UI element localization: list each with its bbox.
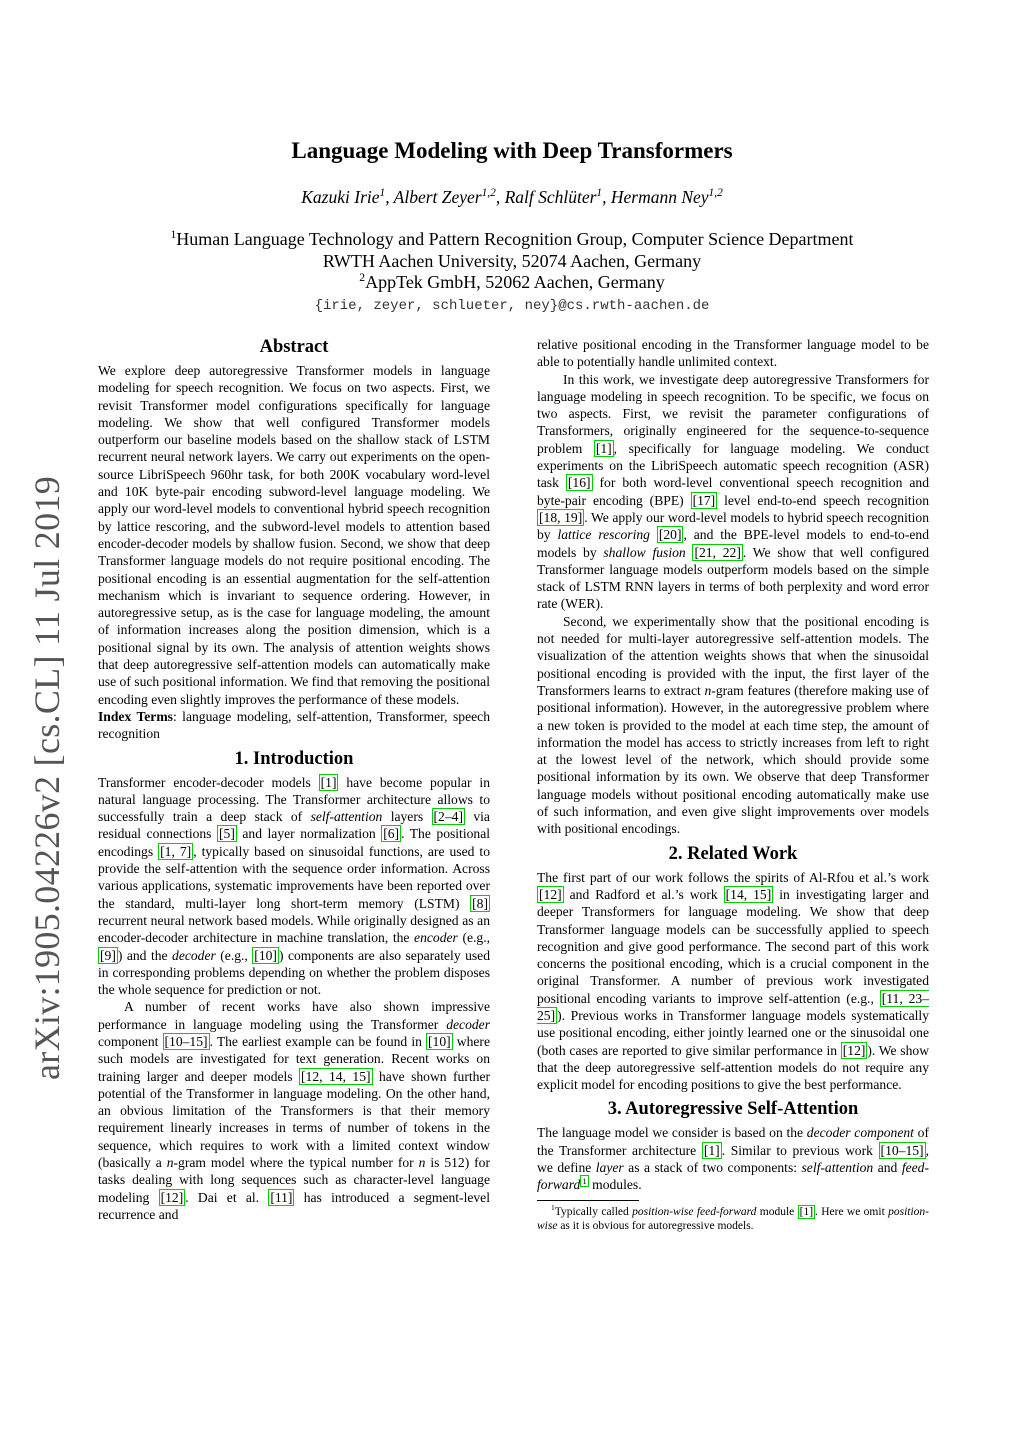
citation-link[interactable]: [2–4] [433,809,463,825]
citation-link[interactable]: [8] [472,895,488,911]
intro-paragraph-4: Second, we experimentally show that the positional encoding is not needed for multi-layer autoregressive self-attention models. The visualization of the attention weights shows that when the sinusoidal positional encoding is provided with the input, the first layer of the Transformers learns to extract n-gram features (therefore making use of positional information). However, in the autoregressive problem where a new token is provided to the model at each time step, the amount of information the model has access to strictly increases from left to right at the lowest level of the network, which should provide some positional information by its own. We observe that deep Transformer language models without positional encoding automatically make use of such information, and even give slight improvements over models with positional encodings. [537,613,929,837]
author-affiliation-mark: 1,2 [708,187,723,200]
citation-link[interactable]: [14, 15] [725,886,772,902]
affiliation-1 [0,229,1024,251]
section-heading-autoregressive-self-attention: 3. Autoregressive Self-Attention [607,1099,859,1120]
author-affiliation-mark: 1 [596,187,603,200]
intro-paragraph-continued: relative positional encoding in the Transformer language model to be able to potentially handle unlimited context. [537,337,929,370]
affiliations [0,229,1024,294]
affiliation-mark: 2 [359,271,366,284]
citation-link[interactable]: [12, 14, 15] [301,1068,371,1084]
footnote-link[interactable]: 1 [582,1175,587,1186]
intro-paragraph-1: Transformer encoder-decoder models [1] have become popular in natural language processing. The Transformer architecture allows to successfully train a deep stack of self-attention layers [2–4] via residual connections [5] and layer normalization [6] . The positional encodings [1, 7] , typically based on sinusoidal functions, are used to provide the self-attention with the sequence order information. Across various applications, systematic improvements have been reported over the standard, multi-layer long short-term memory (LSTM) [8] recurrent neural network based models. While originally designed as an encoder-decoder architecture in machine translation, the encoder (e.g., [9] ) and the decoder (e.g., [10] ) components are also separately used in corresponding problems depending on whether the problem disposes the whole sequence for prediction or not. [98,774,491,998]
index-terms-text: : language modeling, self-attention, Transformer, speech recognition [98,708,490,742]
abstract-text: We explore deep autoregressive Transformer models in language modeling for speech recognition. We focus on two aspects. First, we revisit Transformer model configurations specifically for language modeling. We show that well configured Transformer models outperform our baseline models based on the shallow stack of LSTM recurrent neural network layers. We carry out experiments on the open-source LibriSpeech 960hr task, for both 200K vocabulary word-level and 10K byte-pair encoding subword-level language modeling. We apply our word-level models to conventional hybrid speech recognition by lattice rescoring, and the subword-level models to attention based encoder-decoder models by shallow fusion. Second, we show that deep Transformer language models do not require positional encoding. The positional encoding is an essential augmentation for the self-attention mechanism which is invariant to sequence ordering. However, in autoregressive setup, as is the case for language modeling, the amount of information increases along the position dimension, which is a positional signal by its own. The analysis of attention weights shows that deep autoregressive self-attention models can automatically make use of such positional information. We find that removing the positional encoding even slightly improves the performance of these models. [98,363,490,707]
intro-paragraph-2: A number of recent works have also shown impressive performance in language modeling using the Transformer decoder component [10–15] . The earliest example can be found in [10] where such models are investigated for text generation. Recent works on training larger and deeper models [12, 14, 15] have shown further potential of the Transformer in language modeling. On the other hand, an obvious limitation of the Transformers is that their memory requirement linearly increases in terms of number of tokens in the sequence, which requires to work with a limited context window (basically a n-gram model where the typical number for n is 512) for tasks dealing with long sequences such as character-level language modeling [12] . Dai et al. [11] has introduced a segment-level recurrence and [98,999,491,1222]
author-emails: {irie, zeyer, schlueter, ney}@cs.rwth-aachen.de [314,298,710,314]
right-column [537,336,929,1234]
citation-link[interactable]: [20] [658,527,682,543]
citation-link[interactable]: [1, 7] [160,843,192,859]
footnote-mark: 1 [551,1202,555,1212]
citation-link[interactable]: [10–15] [164,1033,208,1049]
citation-link[interactable]: [10] [428,1033,451,1049]
citation-link[interactable]: [9] [100,947,116,963]
intro-paragraph-3: In this work, we investigate deep autoregressive Transformers for language modeling in speech recognition. To be specific, we focus on two aspects. First, we revisit the parameter configurations of Transformers, originally engineered for the sequence-to-sequence problem [1] , specifically for language modeling. We conduct experiments on the LibriSpeech automatic speech recognition (ASR) task [16] for both word-level conventional speech recognition and byte-pair encoding (BPE) [17] level end-to-end speech recognition [18, 19] . We apply our word-level models to hybrid speech recognition by lattice rescoring [20] , and the BPE-level models to end-to-end models by shallow fusion [21, 22] . We show that well configured Transformer language models outperform models based on the simple stack of LSTM RNN layers in terms of both perplexity and word error rate (WER). [537,371,929,612]
arxiv-identifier: arXiv:1905.04226v2 [cs.CL] 11 Jul 2019 [27,475,67,1080]
section-3-paragraph: The language model we consider is based on the decoder component of the Transformer architecture [1] . Similar to previous work [10–15] , we define layer as a stack of two components: self-attention and feed-forward $^1$ modules. [537,1125,929,1193]
citation-link[interactable]: [11, 23–25] [537,990,929,1023]
affiliation-2-line: AppTek GmbH, 52062 Aachen, Germany [365,272,665,292]
citation-link[interactable]: [12] [539,886,562,902]
author-name: Hermann Ney [610,187,709,207]
citation-link[interactable]: [1] [703,1142,720,1158]
affiliation-2 [0,272,1024,294]
author-name: Albert Zeyer [393,187,482,207]
citation-link[interactable]: [10–15] [880,1142,924,1158]
author-list: Kazuki Irie$^1$, Albert Zeyer$^{1,2}$, Ralf Schlüter$^1$, Hermann Ney$^{1,2}$ [301,187,723,207]
citation-link[interactable]: [16] [567,475,591,491]
citation-link[interactable]: [21, 22] [694,544,741,560]
affiliation-1-line-2: RWTH Aachen University, 52074 Aachen, Germany [322,250,702,271]
citation-link[interactable]: [18, 19] [539,509,583,525]
citation-link[interactable]: [6] [383,826,400,842]
section-heading-introduction: 1. Introduction [234,748,354,769]
affiliation-1-line-1: Human Language Technology and Pattern Recognition Group, Computer Science Department [176,229,854,249]
author-name: Kazuki Irie [301,187,380,207]
citation-link[interactable]: [11] [270,1189,293,1205]
citation-link[interactable]: [5] [219,826,235,842]
citation-link[interactable]: [10] [254,947,277,963]
author-affiliation-mark: 1 [379,187,386,200]
citation-link[interactable]: [1] [595,440,612,456]
citation-link[interactable]: [12] [842,1042,866,1058]
affiliation-mark: 1 [170,228,177,241]
author-name: Ralf Schlüter [504,187,597,207]
left-column [98,336,490,1223]
citation-link[interactable]: [12] [160,1189,184,1205]
related-work-paragraph: The first part of our work follows the spirits of Al-Rfou et al.’s work [12] and Radford et al.’s work [14, 15] in investigating larger and deeper Transformers for language modeling. We show that deep Transformer language models can be successfully applied to speech recognition and give good performance. The second part of this work concerns the positional encoding, which is a crucial component in the original Transformer. A number of previous work investigated positional encoding variants to improve self-attention (e.g., [11, 23–25] ). Previous works in Transformer language models systematically use positional encoding, either jointly learned one or the sinusoidal one (both cases are reported to give similar performance in [12] ). We show that the deep autoregressive self-attention models do not require any explicit model for encoding positions to give the best performance. [537,869,930,1093]
footnote-divider [537,1200,639,1201]
index-terms-label: Index Terms [98,708,173,724]
author-affiliation-mark: 1,2 [481,187,496,200]
index-terms [98,708,490,743]
citation-link[interactable]: [1] [799,1205,814,1218]
paper-title: Language Modeling with Deep Transformers [291,138,733,163]
abstract-heading: Abstract [259,337,329,357]
footnote: $^1$Typically called position-wise feed-forward module [1] . Here we omit position-wise as it is obvious for autoregressive models. [537,1202,929,1233]
citation-link[interactable]: [17] [692,492,716,508]
section-heading-related-work: 2. Related Work [668,843,798,864]
citation-link[interactable]: [1] [320,774,337,790]
